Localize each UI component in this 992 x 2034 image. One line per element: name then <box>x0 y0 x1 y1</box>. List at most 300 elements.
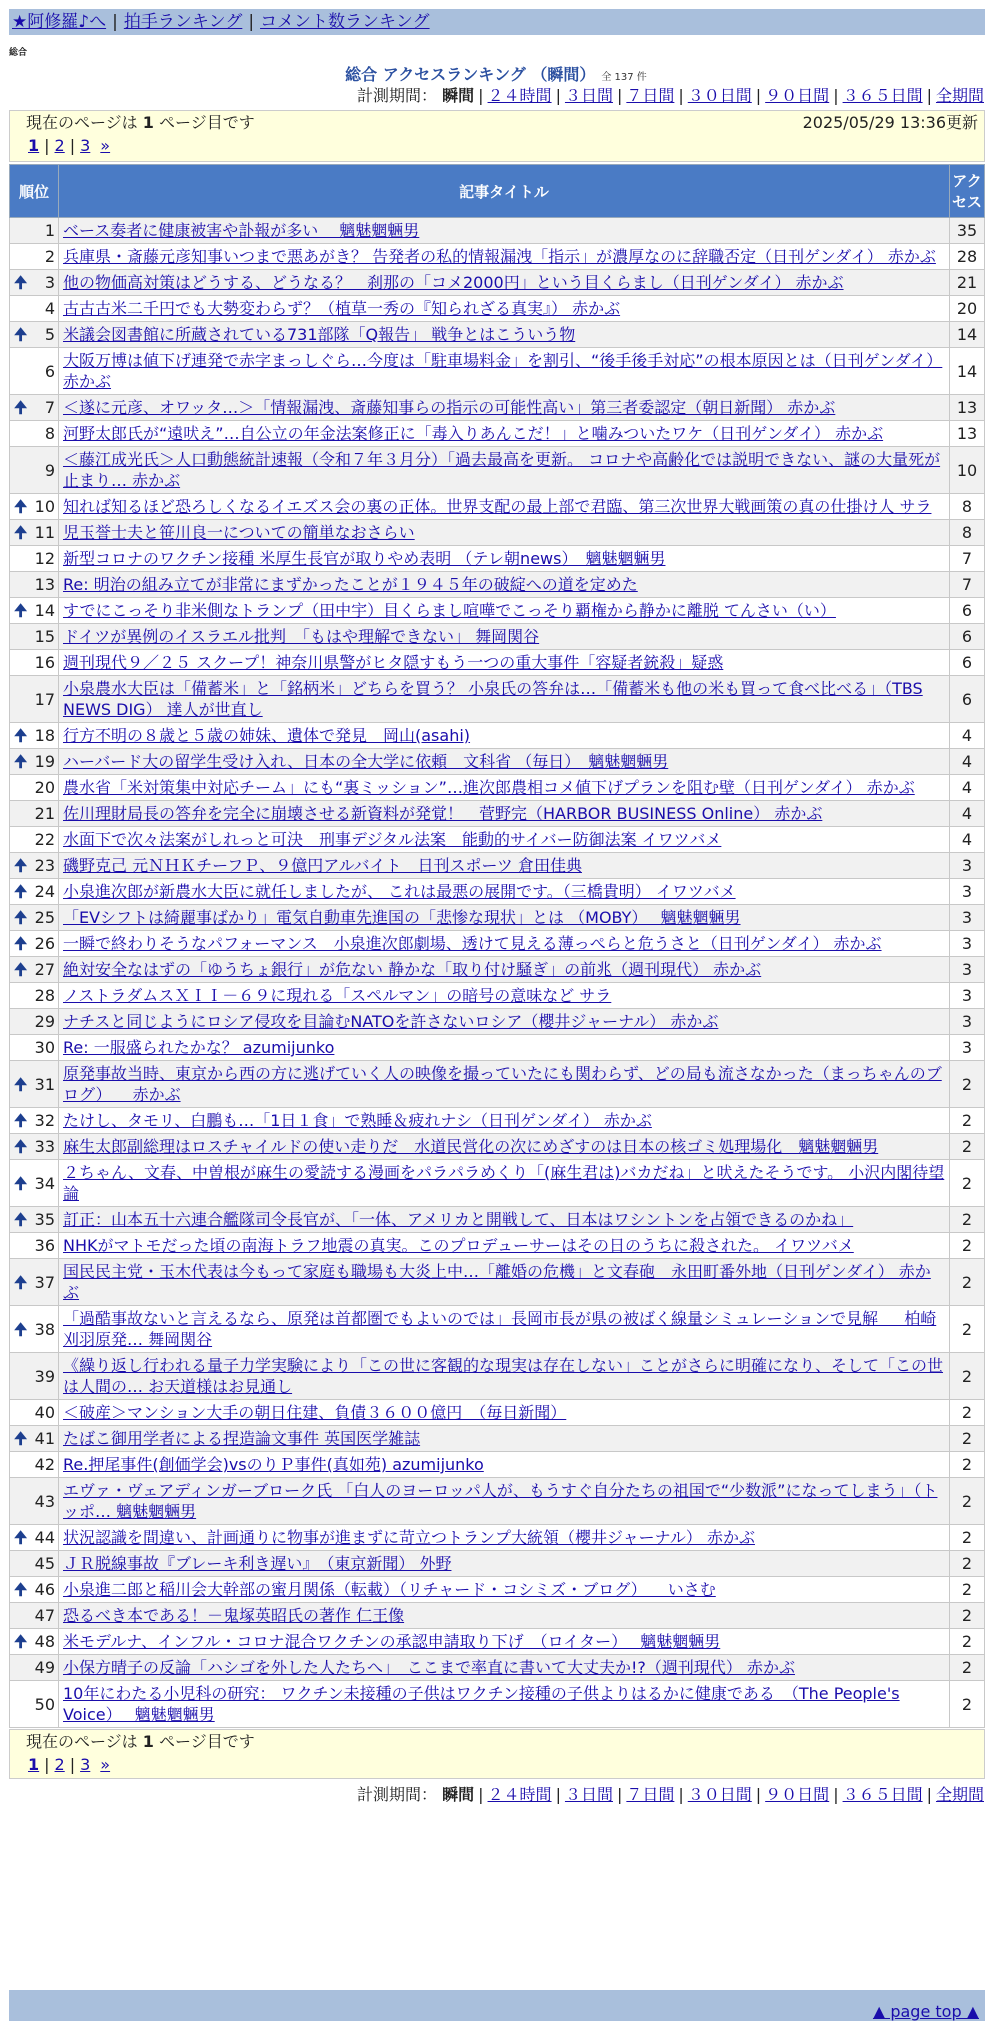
access-count: 3 <box>950 931 985 957</box>
title-cell <box>59 395 950 421</box>
access-count: 10 <box>950 447 985 494</box>
article-title-link[interactable]: 大阪万博は値下げ連発で赤字まっしぐら…今度は「駐車場料金」を割引、“後手後手対応”の根本原因とは（日刊ゲンダイ） 赤かぶ <box>63 351 943 391</box>
table-row <box>10 1426 985 1452</box>
article-title-link[interactable]: 国民民主党・玉木代表は今もって家庭も職場も大炎上中…「離婚の危機」と文春砲 永田町番外地（日刊ゲンダイ） 赤かぶ <box>63 1262 931 1302</box>
rank-cell <box>10 650 59 676</box>
title-cell <box>59 749 950 775</box>
article-title-link[interactable]: 原発事故当時、東京から西の方に逃げていく人の映像を撮っていたにも関わらず、どの局も流さなかった（まっちゃんのブログ） 赤かぶ <box>63 1064 942 1104</box>
period-365d[interactable]: ３６５日間 <box>842 86 923 105</box>
rank-cell <box>10 1009 59 1035</box>
title-cell <box>59 1108 950 1134</box>
access-count: 3 <box>950 1009 985 1035</box>
access-count: 2 <box>950 1426 985 1452</box>
table-row <box>10 1233 985 1259</box>
access-count: 2 <box>950 1452 985 1478</box>
period-24h[interactable]: ２４時間 <box>487 86 552 105</box>
access-count: 2 <box>950 1400 985 1426</box>
rank-up-arrow-icon: 🠉 <box>14 1580 28 1599</box>
access-count: 21 <box>950 270 985 296</box>
period-all[interactable]: 全期間 <box>935 86 984 105</box>
table-header-row <box>10 165 985 218</box>
rank-cell <box>10 853 59 879</box>
rank-cell <box>10 598 59 624</box>
article-title-link[interactable]: 一瞬で終わりそうなパフォーマンス 小泉進次郎劇場、透けて見える薄っぺらと危うさと（日刊ゲンダイ） 赤かぶ <box>63 934 882 953</box>
title-cell <box>59 931 950 957</box>
rank-number: 14 <box>34 601 55 620</box>
rank-number: 29 <box>34 1012 55 1031</box>
title-cell <box>59 957 950 983</box>
access-count: 2 <box>950 1655 985 1681</box>
rank-cell <box>10 348 59 395</box>
rank-number: 36 <box>34 1236 55 1255</box>
article-title-link[interactable]: 恐るべき本である！－鬼塚英昭氏の著作 仁王像 <box>63 1606 405 1625</box>
rank-number: 10 <box>34 497 55 516</box>
table-row <box>10 775 985 801</box>
rank-cell <box>10 1655 59 1681</box>
rank-up-arrow-icon: 🠉 <box>14 601 28 620</box>
rank-number: 35 <box>34 1210 55 1229</box>
period-3d[interactable]: ３日間 <box>564 86 613 105</box>
title-cell <box>59 218 950 244</box>
article-title-link[interactable]: 訂正：山本五十六連合艦隊司令長官が、「一体、アメリカと開戦して、日本はワシントンを占領できるのかね」 <box>63 1210 854 1229</box>
table-row <box>10 598 985 624</box>
access-count: 2 <box>950 1525 985 1551</box>
rank-cell <box>10 827 59 853</box>
rank-cell <box>10 1525 59 1551</box>
article-title-link[interactable]: 小泉進次郎が新農水大臣に就任しましたが、 これは最悪の展開です。（三橋貴明） イワツバメ <box>63 882 736 901</box>
table-row <box>10 395 985 421</box>
table-row <box>10 879 985 905</box>
title-cell <box>59 1353 950 1400</box>
rank-number: 26 <box>34 934 55 953</box>
period-3d-bottom[interactable]: ３日間 <box>564 1785 613 1804</box>
article-title-link[interactable]: ノストラダムスＸＩＩ－６９に現れる「スペルマン」の暗号の意味など サラ <box>63 986 612 1005</box>
access-count: 14 <box>950 322 985 348</box>
rank-cell <box>10 1259 59 1306</box>
article-title-link[interactable]: 《繰り返し行われる量子力学実験により「この世に客観的な現実は存在しない」ことがさらに明確になり、そして「この世は人間の… お天道様はお見通し <box>63 1356 944 1396</box>
pager-page-2[interactable]: 2 <box>54 136 65 155</box>
table-row <box>10 1259 985 1306</box>
title-cell <box>59 1681 950 1728</box>
pager-current-page[interactable]: 1 <box>28 136 40 155</box>
rank-cell <box>10 395 59 421</box>
access-count: 3 <box>950 957 985 983</box>
rank-number: 25 <box>34 908 55 927</box>
table-row <box>10 218 985 244</box>
rank-cell <box>10 1400 59 1426</box>
period-all-bottom[interactable]: 全期間 <box>935 1785 984 1804</box>
title-cell <box>59 244 950 270</box>
rank-number: 40 <box>34 1403 55 1422</box>
access-count: 28 <box>950 244 985 270</box>
table-row <box>10 244 985 270</box>
table-row <box>10 1035 985 1061</box>
rank-cell <box>10 322 59 348</box>
title-cell <box>59 1061 950 1108</box>
rank-number: 42 <box>34 1455 55 1474</box>
article-title-link[interactable]: 水面下で次々法案がしれっと可決 刑事デジタル法案 能動的サイバー防御法案 イワツバメ <box>63 830 722 849</box>
top-navigation-bar: ★阿修羅♪へ | 拍手ランキング | コメント数ランキング <box>9 9 985 35</box>
access-count: 3 <box>950 853 985 879</box>
title-cell <box>59 1306 950 1353</box>
rank-up-arrow-icon: 🠉 <box>14 1074 28 1094</box>
period-30d-bottom[interactable]: ３０日間 <box>687 1785 752 1804</box>
title-cell <box>59 801 950 827</box>
pagination-bottom: 1 | 2 | 3 » <box>28 1755 111 1774</box>
pagination-top: 1 | 2 | 3 » <box>28 136 111 155</box>
article-title-link[interactable]: 週刊現代９／２５ スクープ！神奈川県警がヒタ隠すもう一つの重大事件「容疑者銃殺」疑惑 <box>63 653 724 672</box>
rank-up-arrow-icon: 🠉 <box>14 960 28 979</box>
rank-number: 37 <box>34 1272 55 1292</box>
article-title-link[interactable]: 行方不明の８歳と５歳の姉妹、遺体で発見 岡山(asahi) <box>63 726 471 745</box>
rank-cell <box>10 905 59 931</box>
access-count: 13 <box>950 421 985 447</box>
access-count: 4 <box>950 723 985 749</box>
period-90d-bottom[interactable]: ９０日間 <box>765 1785 830 1804</box>
article-title-link[interactable]: 児玉誉士夫と笹川良一についての簡単なおさらい <box>63 523 415 542</box>
article-title-link[interactable]: ＪＲ脱線事故『ブレーキ利き遅い』 （東京新聞） 外野 <box>63 1554 452 1573</box>
period-current-bottom: 瞬間 <box>442 1785 475 1804</box>
access-count: 2 <box>950 1160 985 1207</box>
rank-cell <box>10 1061 59 1108</box>
article-title-link[interactable]: 「EVシフトは綺麗事ばかり」電気自動車先進国の「悲惨な現状」とは （MOBY） 魑魅魍魎男 <box>63 908 741 927</box>
title-cell <box>59 879 950 905</box>
access-count: 4 <box>950 801 985 827</box>
rank-up-arrow-icon: 🠉 <box>14 398 28 417</box>
article-title-link[interactable]: 新型コロナのワクチン接種 米厚生長官が取りやめ表明 （テレ朝news） 魑魅魍魎男 <box>63 549 666 568</box>
title-cell <box>59 1478 950 1525</box>
title-cell <box>59 520 950 546</box>
rank-cell <box>10 1577 59 1603</box>
table-row <box>10 270 985 296</box>
access-count: 2 <box>950 1134 985 1160</box>
article-title-link[interactable]: 「過酷事故ないと言えるなら、原発は首都圏でもよいのでは」長岡市長が県の被ばく線量シミュレーションで見解 柏崎刈羽原発… 舞岡関谷 <box>63 1309 937 1349</box>
rank-cell <box>10 1108 59 1134</box>
page-info-number-bottom: 1 <box>142 1732 154 1751</box>
access-count: 6 <box>950 624 985 650</box>
rank-cell <box>10 1452 59 1478</box>
article-title-link[interactable]: 小泉農水大臣は「備蓄米」と「銘柄米」どちらを買う？ 小泉氏の答弁は…「備蓄米も他の米も買って食べ比べる」（TBS NEWS DIG） 達人が世直し <box>63 679 923 719</box>
article-title-link[interactable]: 河野太郎氏が“遠吠え”…自公立の年金法案修正に「毒入りあんこだ！」と噛みついたワケ（日刊ゲンダイ） 赤かぶ <box>63 424 884 443</box>
rank-up-arrow-icon: 🠉 <box>14 934 28 953</box>
rank-number: 34 <box>34 1173 55 1193</box>
table-row <box>10 520 985 546</box>
rank-cell <box>10 1603 59 1629</box>
title-cell <box>59 650 950 676</box>
article-title-link[interactable]: 小保方晴子の反論「ハシゴを外した人たちへ」 ここまで率直に書いて大丈夫か!?（週刊現代） 赤かぶ <box>63 1658 795 1677</box>
article-title-link[interactable]: 古古古米二千円でも大勢変わらず？（植草一秀の『知られざる真実』） 赤かぶ <box>63 299 621 318</box>
article-title-link[interactable]: ハーバード大の留学生受け入れ、日本の全大学に依頼 文科省 （毎日） 魑魅魍魎男 <box>63 752 669 771</box>
title-cell <box>59 322 950 348</box>
rank-number: 28 <box>34 986 55 1005</box>
rank-number: 45 <box>34 1554 55 1573</box>
rank-number: 13 <box>34 575 55 594</box>
rank-number: 2 <box>44 247 55 266</box>
rank-number: 22 <box>34 830 55 849</box>
category-label: 総合 <box>9 48 28 58</box>
title-cell <box>59 1160 950 1207</box>
title-cell <box>59 983 950 1009</box>
period-90d[interactable]: ９０日間 <box>765 86 830 105</box>
rank-number: 18 <box>34 726 55 745</box>
access-count: 6 <box>950 598 985 624</box>
article-title-link[interactable]: たばこ御用学者による捏造論文事件 英国医学雑誌 <box>63 1429 421 1448</box>
rank-number: 43 <box>34 1491 55 1511</box>
table-row <box>10 1207 985 1233</box>
pager-page-3[interactable]: 3 <box>80 136 91 155</box>
title-cell <box>59 1134 950 1160</box>
article-title-link[interactable]: 知れば知るほど恐ろしくなるイエズス会の裏の正体。世界支配の最上部で君臨、第三次世界大戦画策の真の仕掛け人 サラ <box>63 497 932 516</box>
article-title-link[interactable]: 農水省「米対策集中対応チーム」にも“裏ミッション”…進次郎農相コメ値下げプランを阻む壁（日刊ゲンダイ） 赤かぶ <box>63 778 915 797</box>
article-title-link[interactable]: 米モデルナ、インフル・コロナ混合ワクチンの承認申請取り下げ （ロイター） 魑魅魍魎男 <box>63 1632 721 1651</box>
access-count: 3 <box>950 1035 985 1061</box>
rank-up-arrow-icon: 🠉 <box>14 1528 28 1547</box>
rank-cell <box>10 775 59 801</box>
title-cell <box>59 1577 950 1603</box>
rank-up-arrow-icon: 🠉 <box>14 1111 28 1130</box>
rank-number: 27 <box>34 960 55 979</box>
page-title <box>0 62 992 85</box>
rank-up-arrow-icon: 🠉 <box>14 908 28 927</box>
rank-cell <box>10 1478 59 1525</box>
rank-number: 31 <box>34 1074 55 1094</box>
header-access: アクセス <box>950 165 985 218</box>
rank-number: 16 <box>34 653 55 672</box>
access-count: 6 <box>950 650 985 676</box>
rank-number: 30 <box>34 1038 55 1057</box>
rank-number: 50 <box>34 1694 55 1714</box>
table-row <box>10 1551 985 1577</box>
rank-cell <box>10 520 59 546</box>
article-title-link[interactable]: たけし、タモリ、白鵬も…「1日１食」で熟睡＆疲れナシ（日刊ゲンダイ） 赤かぶ <box>63 1111 652 1130</box>
access-count: 3 <box>950 905 985 931</box>
title-cell <box>59 905 950 931</box>
rank-number: 4 <box>44 299 55 318</box>
pager-page-3-bottom[interactable]: 3 <box>80 1755 91 1774</box>
access-count: 14 <box>950 348 985 395</box>
title-cell <box>59 1400 950 1426</box>
table-row <box>10 322 985 348</box>
link-clap-ranking[interactable]: 拍手ランキング <box>123 12 243 32</box>
title-cell <box>59 1603 950 1629</box>
title-cell <box>59 546 950 572</box>
ranking-table <box>9 164 985 1728</box>
article-title-link[interactable]: 10年にわたる小児科の研究： ワクチン未接種の子供はワクチン接種の子供よりはるかに健康である （The People's Voice） 魑魅魍魎男 <box>63 1684 900 1724</box>
table-row <box>10 421 985 447</box>
rank-up-arrow-icon: 🠉 <box>14 1210 28 1229</box>
link-ashura-home[interactable]: ★阿修羅♪へ <box>12 12 107 32</box>
table-row <box>10 931 985 957</box>
article-title-link[interactable]: 米議会図書館に所蔵されている731部隊「Q報告」 戦争とはこういう物 <box>63 325 576 344</box>
table-row <box>10 801 985 827</box>
table-row <box>10 624 985 650</box>
access-count: 2 <box>950 1681 985 1728</box>
rank-cell <box>10 1629 59 1655</box>
page-info-number: 1 <box>142 113 154 132</box>
table-row <box>10 1525 985 1551</box>
rank-cell <box>10 1426 59 1452</box>
rank-up-arrow-icon: 🠉 <box>14 726 28 745</box>
access-count: 2 <box>950 1353 985 1400</box>
article-title-link[interactable]: Re.押尾事件(創価学会)vsのりＰ事件(真如苑) azumijunko <box>63 1455 484 1474</box>
rank-cell <box>10 270 59 296</box>
period-30d[interactable]: ３０日間 <box>687 86 752 105</box>
table-row <box>10 1629 985 1655</box>
article-title-link[interactable]: 他の物価高対策はどうする、どうなる？ 刹那の「コメ2000円」という目くらまし（日刊ゲンダイ） 赤かぶ <box>63 273 844 292</box>
page-info-prefix-bottom: 現在のページは <box>26 1732 138 1751</box>
title-cell <box>59 1525 950 1551</box>
article-title-link[interactable]: ドイツが異例のイスラエル批判 「もはや理解できない」 舞岡関谷 <box>63 627 540 646</box>
title-cell <box>59 827 950 853</box>
table-row <box>10 1134 985 1160</box>
rank-cell <box>10 957 59 983</box>
access-count: 8 <box>950 494 985 520</box>
title-cell <box>59 1233 950 1259</box>
pager-page-2-bottom[interactable]: 2 <box>54 1755 65 1774</box>
table-row <box>10 650 985 676</box>
rank-number: 38 <box>34 1319 55 1339</box>
rank-up-arrow-icon: 🠉 <box>14 1272 28 1292</box>
title-cell <box>59 723 950 749</box>
access-count: 2 <box>950 1061 985 1108</box>
article-title-link[interactable]: 麻生太郎副総理はロスチャイルドの使い走りだ 水道民営化の次にめざすのは日本の核ゴミ処理場化 魑魅魍魎男 <box>63 1137 879 1156</box>
rank-up-arrow-icon: 🠉 <box>14 1137 28 1156</box>
page-title-text: 総合 アクセスランキング （瞬間） <box>345 65 596 84</box>
period-current: 瞬間 <box>442 86 475 105</box>
pager-next[interactable]: » <box>100 136 111 155</box>
rank-cell <box>10 931 59 957</box>
title-cell <box>59 775 950 801</box>
article-title-link[interactable]: Re: 一服盛られたかな？ azumijunko <box>63 1038 335 1057</box>
access-count: 20 <box>950 296 985 322</box>
rank-number: 39 <box>34 1366 55 1386</box>
article-title-link[interactable]: 状況認識を間違い、計画通りに物事が進まずに苛立つトランプ大統領（櫻井ジャーナル） 赤かぶ <box>63 1528 755 1547</box>
rank-cell <box>10 801 59 827</box>
article-title-link[interactable]: 小泉進二郎と稲川会大幹部の蜜月関係（転載）（リチャード・コシミズ・ブログ） いさむ <box>63 1580 716 1599</box>
period-24h-bottom[interactable]: ２４時間 <box>487 1785 552 1804</box>
title-cell <box>59 853 950 879</box>
rank-cell <box>10 244 59 270</box>
rank-cell <box>10 983 59 1009</box>
pager-next-bottom[interactable]: » <box>100 1755 111 1774</box>
article-title-link[interactable]: ＜藤江成光氏＞人口動態統計速報（令和７年３月分）「過去最高を更新。 コロナや高齢化では説明できない、謎の大量死が止まり… 赤かぶ <box>63 450 941 490</box>
article-title-link[interactable]: ベース奏者に健康被害や訃報が多い 魑魅魍魎男 <box>63 221 420 240</box>
rank-cell <box>10 1134 59 1160</box>
rank-number: 9 <box>44 460 55 480</box>
access-count: 35 <box>950 218 985 244</box>
header-title: 記事タイトル <box>59 165 950 218</box>
title-cell <box>59 1629 950 1655</box>
title-cell <box>59 270 950 296</box>
rank-up-arrow-icon: 🠉 <box>14 523 28 542</box>
article-title-link[interactable]: ２ちゃん、文春、中曽根が麻生の愛読する漫画をパラパラめくり「(麻生君は)バカだね」と吠えたそうです。 小沢内閣待望論 <box>63 1163 945 1203</box>
rank-cell <box>10 218 59 244</box>
page-info-prefix: 現在のページは <box>26 113 138 132</box>
page-info-suffix-bottom: ページ目です <box>159 1732 255 1751</box>
rank-cell <box>10 1035 59 1061</box>
table-row <box>10 983 985 1009</box>
rank-number: 23 <box>34 856 55 875</box>
rank-number: 47 <box>34 1606 55 1625</box>
ranking-table-body <box>10 218 985 1728</box>
total-count: 全 137 件 <box>601 72 647 83</box>
article-title-link[interactable]: 磯野克己 元ＮＨＫチーフＰ、９億円アルバイト 日刊スポーツ 倉田佳典 <box>63 856 582 875</box>
period-7d-bottom[interactable]: ７日間 <box>626 1785 675 1804</box>
rank-cell <box>10 1306 59 1353</box>
rank-cell <box>10 1233 59 1259</box>
page-info-suffix: ページ目です <box>159 113 255 132</box>
article-title-link[interactable]: ＜破産＞マンション大手の朝日住建、負債３６００億円 （毎日新聞） <box>63 1403 567 1422</box>
rank-up-arrow-icon: 🠉 <box>14 1173 28 1193</box>
period-365d-bottom[interactable]: ３６５日間 <box>842 1785 923 1804</box>
table-row <box>10 1061 985 1108</box>
access-count: 7 <box>950 546 985 572</box>
rank-number: 1 <box>44 221 55 240</box>
access-count: 2 <box>950 1577 985 1603</box>
rank-up-arrow-icon: 🠉 <box>14 1429 28 1448</box>
header-rank: 順位 <box>10 165 59 218</box>
article-title-link[interactable]: エヴァ・ヴェアディンガーブローク氏 「白人のヨーロッパ人が、もうすぐ自分たちの祖国で“少数派”になってしまう」（トッポ… 魑魅魍魎男 <box>63 1481 938 1521</box>
table-row <box>10 1009 985 1035</box>
article-title-link[interactable]: 兵庫県・斎藤元彦知事いつまで悪あがき？ 告発者の私的情報漏洩「指示」が濃厚なのに辞職否定（日刊ゲンダイ） 赤かぶ <box>63 247 936 266</box>
access-count: 2 <box>950 1629 985 1655</box>
table-row <box>10 348 985 395</box>
rank-cell <box>10 296 59 322</box>
table-row <box>10 1160 985 1207</box>
page-top-link[interactable]: ▲ page top ▲ <box>872 2002 979 2021</box>
pager-current-page-bottom[interactable]: 1 <box>28 1755 40 1774</box>
title-cell <box>59 1426 950 1452</box>
article-title-link[interactable]: NHKがマトモだった頃の南海トラフ地震の真実。このプロデューサーはその日のうちに殺された。 イワツバメ <box>63 1236 854 1255</box>
rank-cell <box>10 723 59 749</box>
rank-number: 32 <box>34 1111 55 1130</box>
table-row <box>10 1478 985 1525</box>
table-row <box>10 296 985 322</box>
title-cell <box>59 676 950 723</box>
rank-number: 48 <box>34 1632 55 1651</box>
rank-up-arrow-icon: 🠉 <box>14 752 28 771</box>
rank-number: 17 <box>34 689 55 709</box>
access-count: 13 <box>950 395 985 421</box>
article-title-link[interactable]: Re: 明治の組み立てが非常にまずかったことが１９４５年の破綻への道を定めた <box>63 575 638 594</box>
table-row <box>10 723 985 749</box>
title-cell <box>59 1207 950 1233</box>
rank-number: 33 <box>34 1137 55 1156</box>
article-title-link[interactable]: ナチスと同じようにロシア侵攻を目論むNATOを許さないロシア（櫻井ジャーナル） 赤かぶ <box>63 1012 719 1031</box>
article-title-link[interactable]: 絶対安全なはずの「ゆうちょ銀行」が危ない 静かな「取り付け騒ぎ」の前兆（週刊現代） 赤かぶ <box>63 960 762 979</box>
rank-cell <box>10 1681 59 1728</box>
article-title-link[interactable]: ＜遂に元彦、オワッタ…＞「情報漏洩、斎藤知事らの指示の可能性高い」第三者委認定（朝日新聞） 赤かぶ <box>63 398 836 417</box>
rank-cell <box>10 676 59 723</box>
article-title-link[interactable]: すでにこっそり非米側なトランプ（田中宇）目くらまし喧嘩でこっそり覇権から静かに離脱 てんさい（い） <box>63 601 836 620</box>
title-cell <box>59 447 950 494</box>
period-selector-top: 計測期間： 瞬間 | ２４時間 | ３日間 | ７日間 | ３０日間 | ９０日間 | ３６５日間 | 全期間 <box>357 86 984 105</box>
title-cell <box>59 1035 950 1061</box>
access-count: 3 <box>950 879 985 905</box>
table-row <box>10 494 985 520</box>
link-comment-ranking[interactable]: コメント数ランキング <box>260 12 430 32</box>
rank-up-arrow-icon: 🠉 <box>14 273 28 292</box>
article-title-link[interactable]: 佐川理財局長の答弁を完全に崩壊させる新資料が発覚！ 菅野完（HARBOR BUSINESS Online） 赤かぶ <box>63 804 823 823</box>
table-row <box>10 1681 985 1728</box>
rank-cell <box>10 879 59 905</box>
period-7d[interactable]: ７日間 <box>626 86 675 105</box>
table-row <box>10 957 985 983</box>
rank-number: 20 <box>34 778 55 797</box>
title-cell <box>59 494 950 520</box>
access-count: 2 <box>950 1207 985 1233</box>
access-count: 2 <box>950 1108 985 1134</box>
